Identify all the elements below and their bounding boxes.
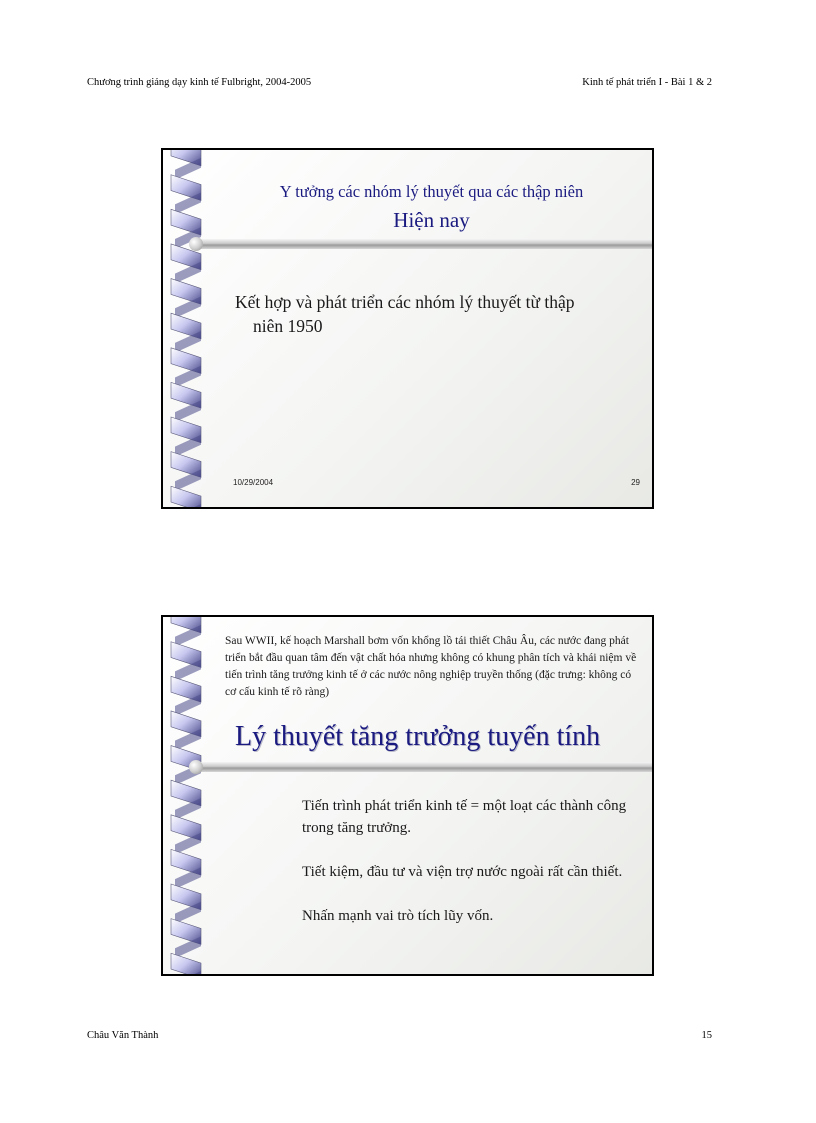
slide-1-title-line1: Y tưởng các nhóm lý thuyết qua các thập niên — [279, 182, 584, 201]
spiral-segment — [171, 486, 201, 507]
page-header-right: Kinh tế phát triển I - Bài 1 & 2 — [582, 77, 712, 88]
slide-2-intro: Sau WWII, kế hoạch Marshall bơm vốn khổng lồ tái thiết Châu Âu, các nước đang phát triển bắt đầu quan tâm đến vật chất hóa nhưng không có khung phân tích và khái niệm về tiến trình tăng trưởng kinh tế ở các nước nông nghiệp truyền thống (đặc trưng: không có cơ cấu kinh tế rõ ràng) — [225, 635, 637, 698]
slide-2-title: Lý thuyết tăng trưởng tuyến tính — [235, 721, 601, 752]
slide-2-bullets — [302, 795, 640, 949]
page-header-left: Chương trình giảng dạy kinh tế Fulbright, 2004-2005 — [87, 77, 312, 88]
slide-1-body-line2: niên 1950 — [253, 316, 323, 336]
slide-2-bullet: Tiến trình phát triển kinh tế = một loạt các thành công trong tăng trưởng. — [302, 798, 627, 836]
slide-2-bullet: Tiết kiệm, đầu tư và viện trợ nước ngoài rất cần thiết. — [302, 864, 623, 880]
slide-1-number: 29 — [631, 478, 640, 487]
slide-1-body — [235, 290, 640, 338]
slide-1-body-line1: Kết hợp và phát triển các nhóm lý thuyết từ thập — [235, 292, 575, 312]
spiral-binding-decoration — [163, 150, 213, 507]
spiral-segment — [171, 953, 201, 974]
page-footer-left: Châu Văn Thành — [87, 1030, 159, 1041]
page-footer-right: 15 — [701, 1030, 712, 1041]
slide-1 — [161, 148, 654, 509]
slide-1-rule — [193, 239, 652, 249]
spiral-binding-decoration — [163, 617, 213, 974]
slide-2 — [161, 615, 654, 976]
slide-1-date: 10/29/2004 — [233, 478, 274, 487]
slide-2-bullet: Nhấn mạnh vai trò tích lũy vốn. — [302, 908, 494, 924]
slide-2-rule — [193, 762, 652, 772]
slide-1-title-line2: Hiện nay — [393, 208, 470, 232]
slide-1-title — [221, 178, 642, 234]
